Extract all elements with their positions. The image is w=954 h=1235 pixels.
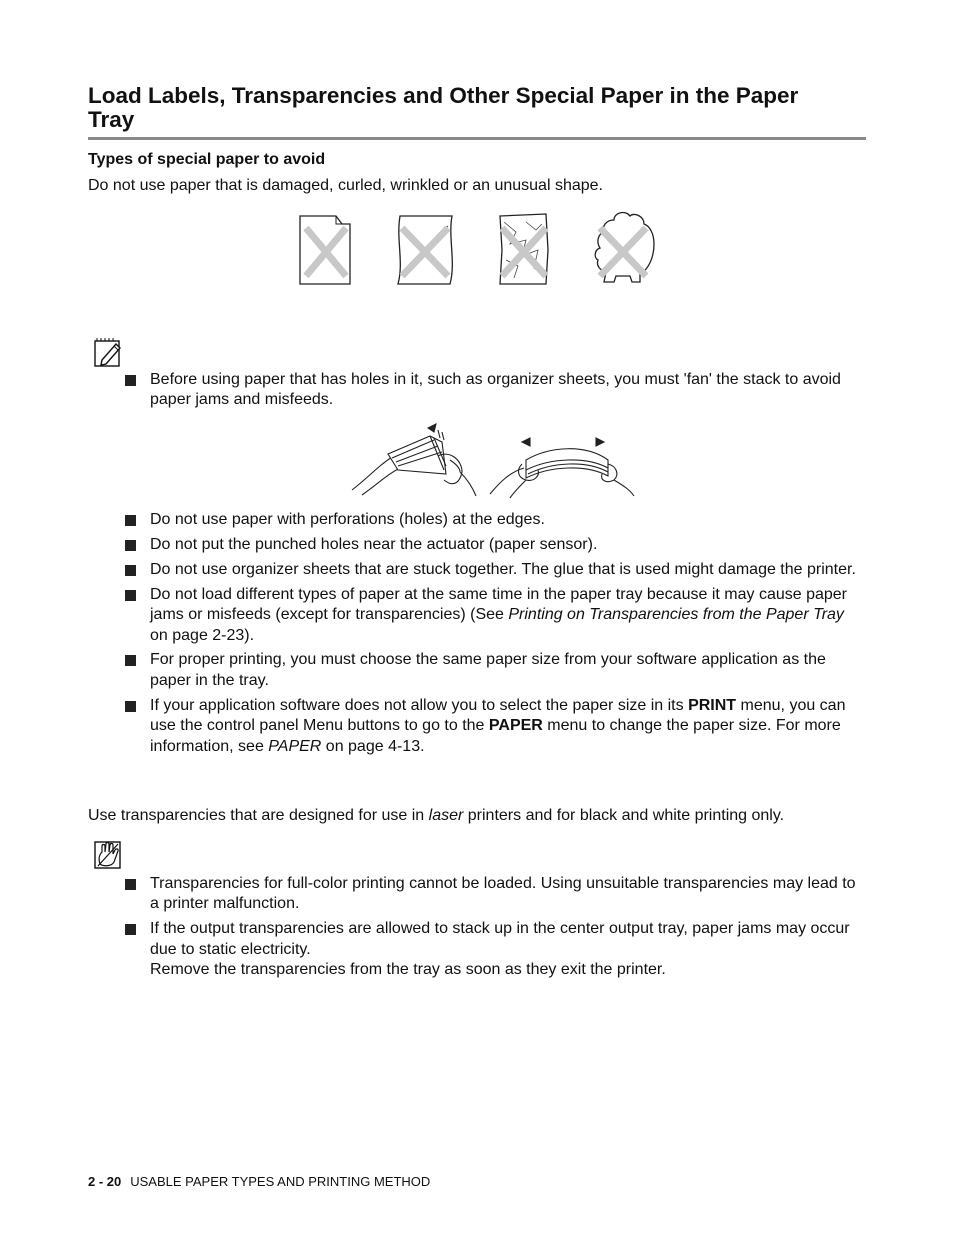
page-footer	[88, 1174, 430, 1189]
list-item: If your application software does not allow you to select the paper size in its PRINT menu, you can use the control panel Menu buttons to go to the PAPER menu to change the paper size. For more information, see PAPER on page 4-13.	[124, 696, 866, 757]
damaged-paper-icon	[300, 216, 350, 284]
list-item: Before using paper that has holes in it, such as organizer sheets, you must 'fan' the stack to avoid paper jams and misfeeds.	[124, 370, 866, 411]
list-item: Transparencies for full-color printing cannot be loaded. Using unsuitable transparencies may lead to a printer malfunction.	[124, 874, 866, 915]
list-item: Do not load different types of paper at the same time in the paper tray because it may cause paper jams or misfeeds (except for transparencies) (See Printing on Transparencies from the Paper Tray on page 2-23).	[124, 585, 866, 646]
caution-list	[124, 874, 866, 985]
damaged-paper-illustration	[296, 210, 666, 290]
curled-paper-icon	[398, 216, 452, 284]
pencil-note-icon	[94, 338, 122, 368]
title-rule	[88, 137, 866, 140]
list-item: If the output transparencies are allowed to stack up in the center output tray, paper jams may occur due to static electricity. Remove the transparencies from the tray as soon as they exit the printer.	[124, 919, 866, 980]
list-item: Do not use paper with perforations (holes) at the edges.	[124, 510, 866, 530]
transparency-text: Use transparencies that are designed for use in laser printers and for black and white printing only.	[88, 807, 785, 824]
intro-text: Do not use paper that is damaged, curled, wrinkled or an unusual shape.	[88, 177, 603, 194]
unusual-shape-icon	[595, 213, 654, 282]
fan-paper-illustration	[350, 420, 640, 500]
section-heading: Types of special paper to avoid	[88, 151, 326, 168]
caution-hand-icon	[94, 840, 122, 870]
note-list-2	[124, 510, 866, 761]
list-item: For proper printing, you must choose the same paper size from your software application as the paper in the tray.	[124, 650, 866, 691]
list-item: Do not use organizer sheets that are stuck together. The glue that is used might damage the printer.	[124, 560, 866, 580]
page-number: 2 - 20	[88, 1174, 122, 1189]
wrinkled-paper-icon	[500, 214, 548, 284]
chapter-title: USABLE PAPER TYPES AND PRINTING METHOD	[130, 1174, 431, 1189]
note-list-1	[124, 370, 866, 415]
list-item: Do not put the punched holes near the actuator (paper sensor).	[124, 535, 866, 555]
page-title: Load Labels, Transparencies and Other Special Paper in the Paper Tray	[88, 83, 799, 132]
